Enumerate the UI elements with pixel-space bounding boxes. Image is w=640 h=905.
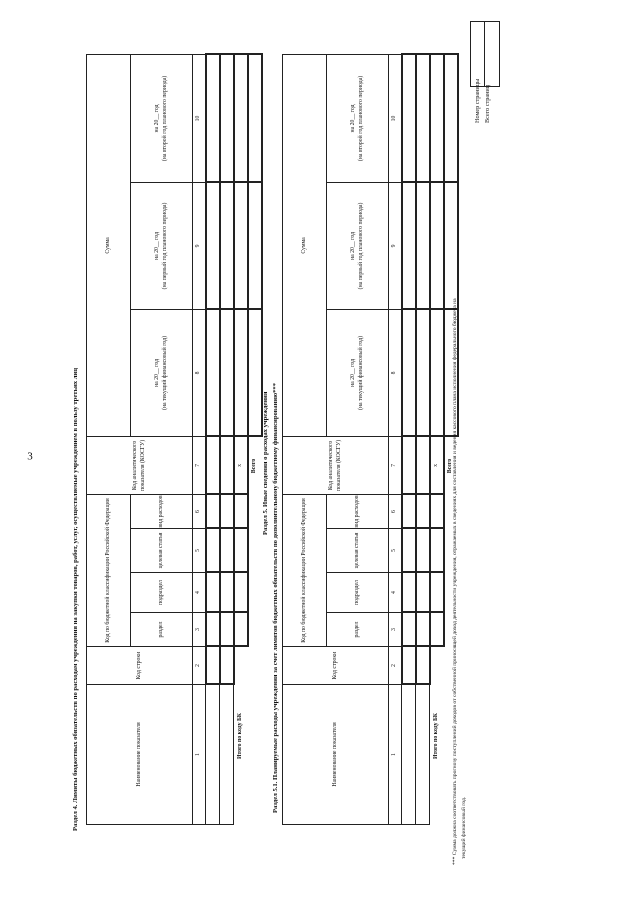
vsego-row: [248, 54, 262, 824]
col-header-code: Код строки: [87, 647, 193, 685]
col-header-podrazdel: подраздел: [131, 573, 193, 613]
col-header-name: Наименование показателя: [283, 685, 389, 825]
col-header-bk: Код по бюджетной классификации Российской Федерации: [87, 494, 131, 646]
colnum-2: 2: [389, 647, 402, 685]
y1-label: на 20__ год: [350, 358, 357, 388]
y2-note: (на первый год планового периода): [161, 202, 168, 290]
page-info-box: [470, 21, 500, 87]
colnum-7: 7: [389, 436, 402, 494]
col-header-vid: вид расходов: [327, 494, 389, 528]
col-header-bk: Код по бюджетной классификации Российской Федерации: [283, 494, 327, 646]
y1-label: на 20__ год: [154, 358, 161, 388]
table-row: [416, 54, 430, 824]
table-row: [206, 54, 220, 824]
page-number: 3: [27, 450, 33, 463]
col-header-y3: [327, 54, 389, 182]
section4-table: [86, 53, 263, 825]
col-header-summa: Сумма: [283, 54, 327, 436]
y2-label: на 20__ год: [154, 231, 161, 261]
vsego-label: Всего: [447, 458, 454, 474]
col-header-code: Код строки: [283, 647, 389, 685]
footnote-line2: текущий финансовый год.: [461, 796, 467, 859]
col-header-celevaya: целевая статья: [327, 529, 389, 573]
colnum-9: 9: [193, 182, 206, 309]
x-mark: х: [430, 436, 444, 494]
colnum-5: 5: [193, 529, 206, 573]
colnum-3: 3: [193, 613, 206, 647]
section5-subtitle: Раздел 5.1. Планируемые расходы учреждения за счет лимитов бюджетных обязательств по дополнительному бюджетному финансированию***: [272, 382, 279, 813]
colnum-2: 2: [193, 647, 206, 685]
y3-label: на 20__ год: [350, 104, 357, 133]
section5-table: [282, 53, 459, 825]
itogo-label: Итого по коду БК: [430, 647, 444, 825]
colnum-6: 6: [193, 494, 206, 528]
col-header-podrazdel: подраздел: [327, 573, 389, 613]
col-header-razdel: раздел: [131, 613, 193, 647]
colnum-8: 8: [193, 309, 206, 436]
col-header-y3: [131, 54, 193, 182]
table-row: [220, 54, 234, 824]
itogo-label: Итого по коду БК: [234, 647, 248, 825]
colnum-10: 10: [389, 54, 402, 182]
y3-label: на 20__ год: [154, 104, 161, 133]
itogo-row: [430, 54, 444, 824]
col-header-y1: [131, 309, 193, 436]
y2-note: (на первый год планового периода): [357, 202, 364, 290]
col-header-razdel: раздел: [327, 613, 389, 647]
y1-note: (на текущий финансовый год): [357, 335, 364, 410]
x-mark: х: [234, 436, 248, 494]
col-header-y2: [131, 182, 193, 309]
col-header-y1: [327, 309, 389, 436]
col-header-y2: [327, 182, 389, 309]
y3-note: (на второй год планового периода): [161, 75, 168, 162]
colnum-1: 1: [389, 685, 402, 825]
y2-label: на 20__ год: [350, 231, 357, 261]
y3-note: (на второй год планового периода): [357, 75, 364, 162]
page-info-box-divider: [484, 21, 485, 87]
colnum-4: 4: [193, 573, 206, 613]
table-row: [402, 54, 416, 824]
footnote-line1: *** Сумма должна соответствовать прогнозу поступлений доходов от собственной приносящей доход деятельности учреждения, отражаемых в сведениях для составления и ведения кассового плана исполнения федерального бюджета на: [452, 298, 458, 865]
colnum-1: 1: [193, 685, 206, 825]
col-header-summa: Сумма: [87, 54, 131, 436]
col-header-kosgu: Код аналитического показателя (КОСГУ): [87, 436, 193, 494]
page-total-label: Всего страниц: [484, 84, 491, 123]
itogo-row: [234, 54, 248, 824]
colnum-4: 4: [389, 573, 402, 613]
colnum-9: 9: [389, 182, 402, 309]
col-header-kosgu: Код аналитического показателя (КОСГУ): [283, 436, 389, 494]
col-header-vid: вид расходов: [131, 494, 193, 528]
y1-note: (на текущий финансовый год): [161, 335, 168, 410]
colnum-10: 10: [193, 54, 206, 182]
col-header-name: Наименование показателя: [87, 685, 193, 825]
col-header-celevaya: целевая статья: [131, 529, 193, 573]
colnum-6: 6: [389, 494, 402, 528]
colnum-3: 3: [389, 613, 402, 647]
colnum-5: 5: [389, 529, 402, 573]
page-number-label: Номер страницы: [474, 78, 481, 123]
colnum-8: 8: [389, 309, 402, 436]
section5-title: Раздел 5. Иные сведения о расходах учреждения: [262, 391, 269, 535]
vsego-label: Всего: [251, 458, 258, 474]
section4-title: Раздел 4. Лимиты бюджетных обязательств по расходам учреждения на закупки товаров, работ, услуг, осуществляемые учреждением в пользу третьих лиц: [72, 367, 79, 831]
colnum-7: 7: [193, 436, 206, 494]
